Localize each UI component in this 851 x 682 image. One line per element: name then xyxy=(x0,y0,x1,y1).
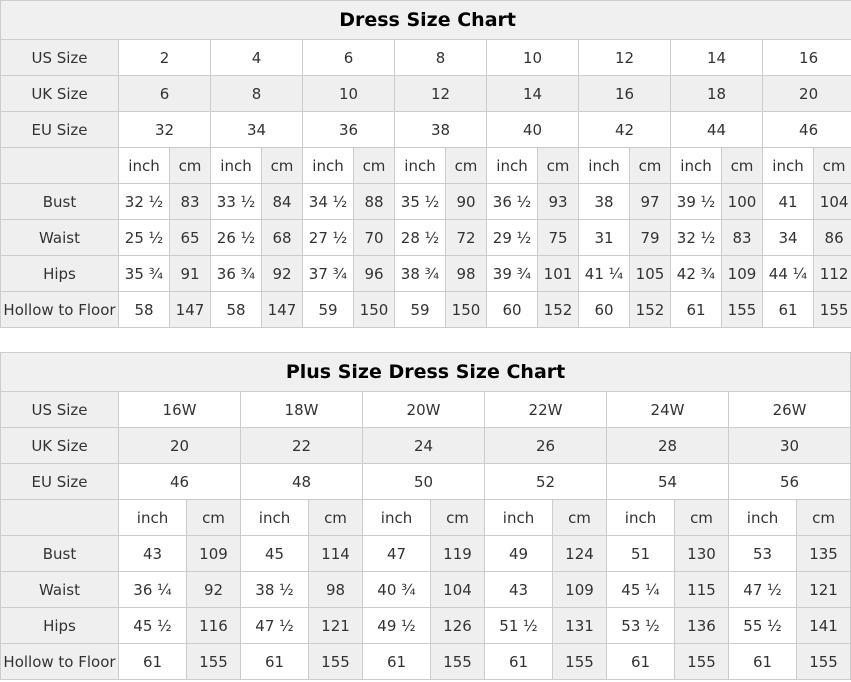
unit-inch-header: inch xyxy=(607,500,675,536)
size-value-cell: 16W xyxy=(119,392,241,428)
measure-cm-cell: 150 xyxy=(446,292,487,328)
measure-inch-cell: 38 ¾ xyxy=(395,256,446,292)
measure-cm-cell: 105 xyxy=(630,256,671,292)
size-value-cell: 2 xyxy=(119,40,211,76)
unit-cm-header: cm xyxy=(309,500,363,536)
size-value-cell: 16 xyxy=(763,40,851,76)
unit-cm-header: cm xyxy=(538,148,579,184)
measure-cm-cell: 70 xyxy=(354,220,395,256)
unit-cm-header: cm xyxy=(446,148,487,184)
measure-cm-cell: 155 xyxy=(553,644,607,680)
measure-inch-cell: 35 ¾ xyxy=(119,256,170,292)
measure-cm-cell: 92 xyxy=(187,572,241,608)
measure-inch-cell: 41 ¼ xyxy=(579,256,630,292)
measure-inch-cell: 41 xyxy=(763,184,814,220)
unit-cm-header: cm xyxy=(187,500,241,536)
row-label: Hips xyxy=(1,256,119,292)
measure-cm-cell: 65 xyxy=(170,220,211,256)
measure-cm-cell: 121 xyxy=(797,572,851,608)
measure-cm-cell: 126 xyxy=(431,608,485,644)
row-label: Waist xyxy=(1,220,119,256)
measure-cm-cell: 96 xyxy=(354,256,395,292)
table-gap xyxy=(0,328,851,352)
measure-inch-cell: 61 xyxy=(119,644,187,680)
measure-cm-cell: 152 xyxy=(630,292,671,328)
unit-inch-header: inch xyxy=(119,148,170,184)
measure-cm-cell: 150 xyxy=(354,292,395,328)
measure-inch-cell: 28 ½ xyxy=(395,220,446,256)
size-value-cell: 32 xyxy=(119,112,211,148)
measure-cm-cell: 93 xyxy=(538,184,579,220)
measure-cm-cell: 124 xyxy=(553,536,607,572)
row-label: US Size xyxy=(1,392,119,428)
unit-cm-header: cm xyxy=(814,148,851,184)
unit-inch-header: inch xyxy=(579,148,630,184)
unit-inch-header: inch xyxy=(671,148,722,184)
measure-cm-cell: 155 xyxy=(722,292,763,328)
size-value-cell: 18W xyxy=(241,392,363,428)
size-value-cell: 24 xyxy=(363,428,485,464)
measure-inch-cell: 61 xyxy=(363,644,431,680)
measure-cm-cell: 90 xyxy=(446,184,487,220)
measure-cm-cell: 98 xyxy=(446,256,487,292)
measure-inch-cell: 51 ½ xyxy=(485,608,553,644)
measure-inch-cell: 61 xyxy=(763,292,814,328)
size-value-cell: 44 xyxy=(671,112,763,148)
measure-inch-cell: 25 ½ xyxy=(119,220,170,256)
measure-cm-cell: 91 xyxy=(170,256,211,292)
measure-inch-cell: 61 xyxy=(671,292,722,328)
size-value-cell: 50 xyxy=(363,464,485,500)
unit-cm-header: cm xyxy=(431,500,485,536)
unit-cm-header: cm xyxy=(170,148,211,184)
size-value-cell: 30 xyxy=(729,428,851,464)
measure-inch-cell: 34 ½ xyxy=(303,184,354,220)
measure-inch-cell: 31 xyxy=(579,220,630,256)
measure-cm-cell: 121 xyxy=(309,608,363,644)
size-value-cell: 22 xyxy=(241,428,363,464)
size-value-cell: 28 xyxy=(607,428,729,464)
unit-inch-header: inch xyxy=(729,500,797,536)
measure-inch-cell: 34 xyxy=(763,220,814,256)
measure-cm-cell: 115 xyxy=(675,572,729,608)
measure-cm-cell: 97 xyxy=(630,184,671,220)
size-value-cell: 54 xyxy=(607,464,729,500)
size-value-cell: 38 xyxy=(395,112,487,148)
measure-inch-cell: 32 ½ xyxy=(119,184,170,220)
measure-cm-cell: 100 xyxy=(722,184,763,220)
measure-cm-cell: 101 xyxy=(538,256,579,292)
measure-inch-cell: 58 xyxy=(211,292,262,328)
measure-inch-cell: 35 ½ xyxy=(395,184,446,220)
measure-inch-cell: 32 ½ xyxy=(671,220,722,256)
measure-inch-cell: 61 xyxy=(607,644,675,680)
measure-cm-cell: 136 xyxy=(675,608,729,644)
chart-title: Dress Size Chart xyxy=(1,1,851,40)
size-value-cell: 42 xyxy=(579,112,671,148)
measure-inch-cell: 51 xyxy=(607,536,675,572)
size-value-cell: 10 xyxy=(303,76,395,112)
unit-corner-cell xyxy=(1,148,119,184)
measure-cm-cell: 155 xyxy=(187,644,241,680)
size-value-cell: 12 xyxy=(579,40,671,76)
measure-inch-cell: 36 ½ xyxy=(487,184,538,220)
measure-inch-cell: 61 xyxy=(729,644,797,680)
measure-inch-cell: 53 ½ xyxy=(607,608,675,644)
measure-inch-cell: 38 xyxy=(579,184,630,220)
row-label: Waist xyxy=(1,572,119,608)
size-value-cell: 26 xyxy=(485,428,607,464)
measure-cm-cell: 84 xyxy=(262,184,303,220)
size-value-cell: 48 xyxy=(241,464,363,500)
measure-cm-cell: 135 xyxy=(797,536,851,572)
measure-inch-cell: 26 ½ xyxy=(211,220,262,256)
size-value-cell: 46 xyxy=(119,464,241,500)
unit-inch-header: inch xyxy=(763,148,814,184)
row-label: Bust xyxy=(1,536,119,572)
measure-inch-cell: 43 xyxy=(119,536,187,572)
unit-inch-header: inch xyxy=(485,500,553,536)
measure-inch-cell: 37 ¾ xyxy=(303,256,354,292)
measure-inch-cell: 45 ½ xyxy=(119,608,187,644)
measure-cm-cell: 104 xyxy=(814,184,851,220)
measure-inch-cell: 44 ¼ xyxy=(763,256,814,292)
size-value-cell: 14 xyxy=(487,76,579,112)
size-value-cell: 20W xyxy=(363,392,485,428)
measure-cm-cell: 75 xyxy=(538,220,579,256)
unit-inch-header: inch xyxy=(303,148,354,184)
measure-cm-cell: 155 xyxy=(309,644,363,680)
measure-cm-cell: 79 xyxy=(630,220,671,256)
row-label: Hollow to Floor xyxy=(1,292,119,328)
unit-cm-header: cm xyxy=(630,148,671,184)
size-value-cell: 40 xyxy=(487,112,579,148)
measure-inch-cell: 47 ½ xyxy=(241,608,309,644)
measure-cm-cell: 86 xyxy=(814,220,851,256)
size-value-cell: 8 xyxy=(395,40,487,76)
unit-cm-header: cm xyxy=(722,148,763,184)
measure-inch-cell: 39 ¾ xyxy=(487,256,538,292)
measure-cm-cell: 116 xyxy=(187,608,241,644)
measure-cm-cell: 131 xyxy=(553,608,607,644)
unit-inch-header: inch xyxy=(241,500,309,536)
row-label: US Size xyxy=(1,40,119,76)
size-value-cell: 20 xyxy=(763,76,851,112)
measure-cm-cell: 155 xyxy=(675,644,729,680)
size-value-cell: 56 xyxy=(729,464,851,500)
size-value-cell: 46 xyxy=(763,112,851,148)
unit-corner-cell xyxy=(1,500,119,536)
size-value-cell: 12 xyxy=(395,76,487,112)
size-value-cell: 22W xyxy=(485,392,607,428)
unit-cm-header: cm xyxy=(262,148,303,184)
measure-inch-cell: 33 ½ xyxy=(211,184,262,220)
unit-cm-header: cm xyxy=(354,148,395,184)
measure-cm-cell: 98 xyxy=(309,572,363,608)
size-value-cell: 18 xyxy=(671,76,763,112)
measure-inch-cell: 38 ½ xyxy=(241,572,309,608)
row-label: Hollow to Floor xyxy=(1,644,119,680)
unit-inch-header: inch xyxy=(487,148,538,184)
chart-title: Plus Size Dress Size Chart xyxy=(1,353,851,392)
measure-inch-cell: 61 xyxy=(485,644,553,680)
measure-cm-cell: 130 xyxy=(675,536,729,572)
unit-cm-header: cm xyxy=(675,500,729,536)
plus-size-dress-size-chart-table xyxy=(0,352,851,680)
row-label: Hips xyxy=(1,608,119,644)
measure-cm-cell: 68 xyxy=(262,220,303,256)
size-value-cell: 4 xyxy=(211,40,303,76)
measure-inch-cell: 61 xyxy=(241,644,309,680)
row-label: Bust xyxy=(1,184,119,220)
size-value-cell: 14 xyxy=(671,40,763,76)
measure-inch-cell: 49 ½ xyxy=(363,608,431,644)
measure-inch-cell: 47 xyxy=(363,536,431,572)
measure-inch-cell: 45 ¼ xyxy=(607,572,675,608)
unit-cm-header: cm xyxy=(553,500,607,536)
measure-cm-cell: 83 xyxy=(170,184,211,220)
size-value-cell: 34 xyxy=(211,112,303,148)
measure-inch-cell: 59 xyxy=(395,292,446,328)
measure-cm-cell: 147 xyxy=(262,292,303,328)
size-value-cell: 6 xyxy=(303,40,395,76)
measure-inch-cell: 53 xyxy=(729,536,797,572)
unit-inch-header: inch xyxy=(363,500,431,536)
row-label: UK Size xyxy=(1,428,119,464)
measure-cm-cell: 72 xyxy=(446,220,487,256)
measure-cm-cell: 88 xyxy=(354,184,395,220)
measure-inch-cell: 36 ¼ xyxy=(119,572,187,608)
row-label: UK Size xyxy=(1,76,119,112)
measure-cm-cell: 109 xyxy=(553,572,607,608)
measure-inch-cell: 39 ½ xyxy=(671,184,722,220)
size-value-cell: 10 xyxy=(487,40,579,76)
measure-inch-cell: 42 ¾ xyxy=(671,256,722,292)
measure-inch-cell: 49 xyxy=(485,536,553,572)
measure-inch-cell: 55 ½ xyxy=(729,608,797,644)
measure-inch-cell: 58 xyxy=(119,292,170,328)
measure-cm-cell: 155 xyxy=(814,292,851,328)
measure-cm-cell: 109 xyxy=(187,536,241,572)
measure-cm-cell: 147 xyxy=(170,292,211,328)
size-value-cell: 20 xyxy=(119,428,241,464)
measure-inch-cell: 43 xyxy=(485,572,553,608)
measure-cm-cell: 114 xyxy=(309,536,363,572)
unit-inch-header: inch xyxy=(395,148,446,184)
row-label: EU Size xyxy=(1,112,119,148)
measure-inch-cell: 27 ½ xyxy=(303,220,354,256)
measure-cm-cell: 141 xyxy=(797,608,851,644)
size-value-cell: 16 xyxy=(579,76,671,112)
measure-cm-cell: 92 xyxy=(262,256,303,292)
measure-inch-cell: 40 ¾ xyxy=(363,572,431,608)
unit-cm-header: cm xyxy=(797,500,851,536)
measure-inch-cell: 47 ½ xyxy=(729,572,797,608)
size-value-cell: 52 xyxy=(485,464,607,500)
measure-inch-cell: 45 xyxy=(241,536,309,572)
measure-inch-cell: 60 xyxy=(487,292,538,328)
row-label: EU Size xyxy=(1,464,119,500)
measure-cm-cell: 83 xyxy=(722,220,763,256)
measure-cm-cell: 109 xyxy=(722,256,763,292)
measure-cm-cell: 152 xyxy=(538,292,579,328)
size-value-cell: 36 xyxy=(303,112,395,148)
measure-cm-cell: 155 xyxy=(797,644,851,680)
dress-size-chart-table xyxy=(0,0,851,328)
measure-inch-cell: 59 xyxy=(303,292,354,328)
size-value-cell: 26W xyxy=(729,392,851,428)
measure-cm-cell: 119 xyxy=(431,536,485,572)
measure-cm-cell: 112 xyxy=(814,256,851,292)
unit-inch-header: inch xyxy=(119,500,187,536)
measure-inch-cell: 36 ¾ xyxy=(211,256,262,292)
unit-inch-header: inch xyxy=(211,148,262,184)
measure-cm-cell: 104 xyxy=(431,572,485,608)
size-value-cell: 6 xyxy=(119,76,211,112)
size-value-cell: 8 xyxy=(211,76,303,112)
measure-cm-cell: 155 xyxy=(431,644,485,680)
measure-inch-cell: 60 xyxy=(579,292,630,328)
size-value-cell: 24W xyxy=(607,392,729,428)
measure-inch-cell: 29 ½ xyxy=(487,220,538,256)
